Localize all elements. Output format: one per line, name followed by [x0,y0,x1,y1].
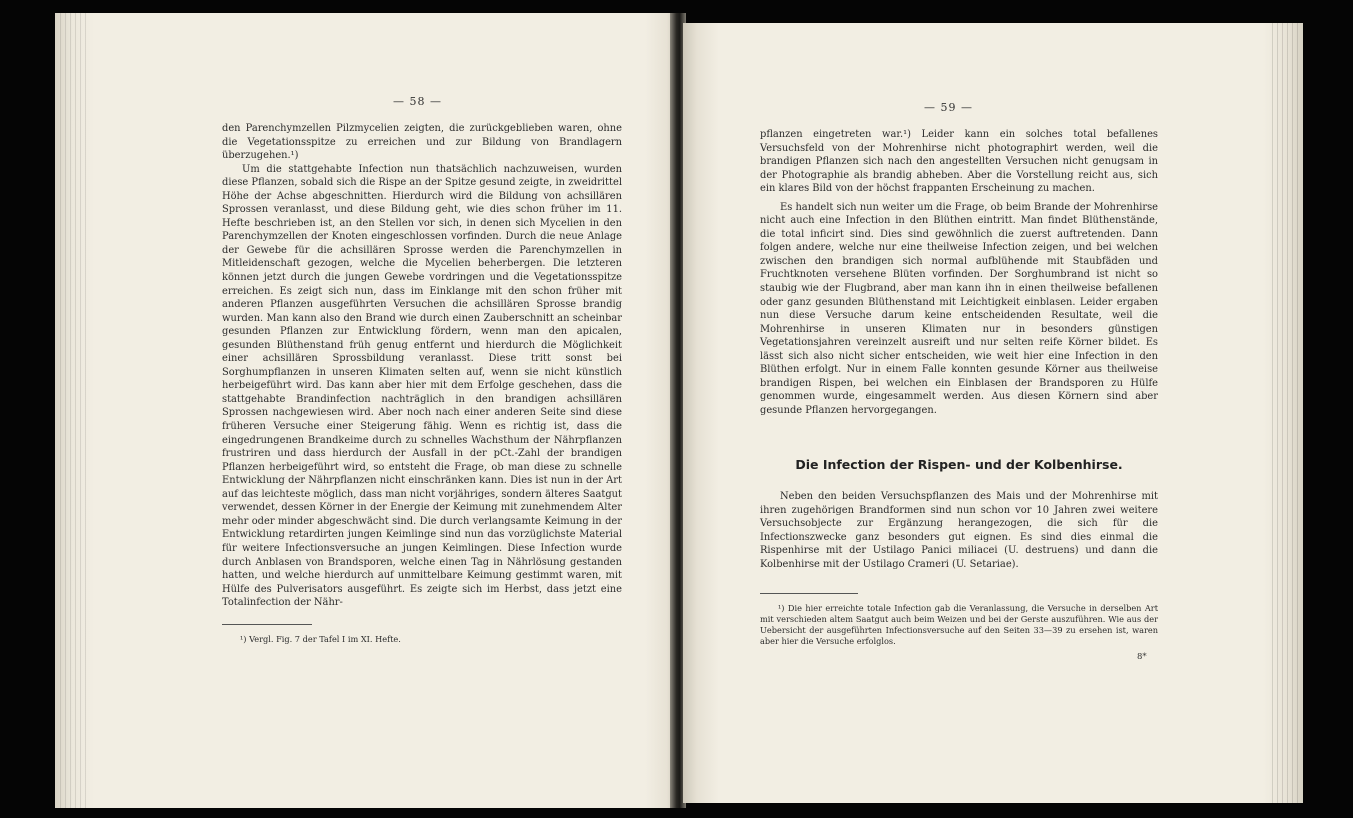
right-paragraph-3: Neben den beiden Versuchspflanzen des Mais und der Mohrenhirse mit ihren zugehörigen Brandformen sind nun schon vor 10 Jahren zwei weitere Versuchsobjecte zur Ergänzung herangezogen, die sich für die Infectionszwecke ganz besonders gut eignen. Es sind dies einmal die Rispenhirse mit der Ustilago Panici miliacei (U. destruens) und dann die Kolbenhirse mit der Ustilago Crameri (U. Setariae). [760,491,1158,570]
left-paragraph-1: den Parenchymzellen Pilzmycelien zeigten, die zurückgeblieben waren, ohne die Vegetationsspitze zu erreichen und zur Bildung von Brandlagern überzugehen.¹) [222,123,622,162]
section-heading: Die Infection der Rispen- und der Kolbenhirse. [795,457,1123,472]
right-footnote-rule [760,593,858,594]
left-paragraph-2: Um die stattgehabte Infection nun thatsächlich nachzuweisen, wurden diese Pflanzen, sobald sich die Rispe an der Spitze gesund zeigte, in zweidrittel Höhe der Achse abgeschnitten. Hierdurch wird die Bildung von achsillären Sprossen veranlasst, und diese Bildung geht, wie dies schon früher im 11. Hefte beschrieben ist, an den Stellen vor sich, in denen sich Mycelien in den Parenchymzellen der Knoten eingeschlossen vorfinden. Durch die neue Anlage der Gewebe für die achsillären Sprosse werden die Parenchymzellen in Mitleidenschaft gezogen, welche die Mycelien beherbergen. Die letzteren können jetzt durch die jungen Gewebe vordringen und die Vegetationsspitze erreichen. Es zeigt sich nun, dass im Einklange mit den schon früher mit anderen Pflanzen ausgeführten Versuchen die achsillären Sprosse brandig wurden. Man kann also den Brand wie durch einen Zauberschnitt an scheinbar gesunden Pflanzen zur Entwicklung fördern, wenn man den apicalen, gesunden Blüthenstand früh genug entfernt und hierdurch die Möglichkeit einer achsillären Sprossbildung veranlasst. Diese tritt sonst bei Sorghumpflanzen in unseren Klimaten selten auf, wenn sie nicht künstlich herbeigeführt wird. Das kann aber hier mit dem Erfolge geschehen, dass die stattgehabte Brandinfection nachträglich in den brandigen achsillären Sprossen nachgewiesen wird. Aber noch nach einer anderen Seite sind diese früheren Versuche einer Steigerung fähig. Wenn es richtig ist, dass die eingedrungenen Brandkeime durch zu schnelles Wachsthum der Nährpflanzen frustriren und dass hierdurch der Ausfall in der pCt.-Zahl der brandigen Pflanzen herbeigeführt wird, so entsteht die Frage, ob man diese zu schnelle Entwicklung der Nährpflanzen nicht einschränken kann. Dies ist nun in der Art auf das leichteste möglich, dass man nicht vorjähriges, sondern älteres Saatgut verwendet, dessen Körner in der Energie der Keimung mit zunehmendem Alter mehr oder minder abgeschwächt sind. Die durch verlangsamte Keimung in der Entwicklung retardirten jungen Keimlinge sind nun das vorzüglichste Material für weitere Infectionsversuche an jungen Keimlingen. Diese Infection wurde durch Anblasen von Brandsporen, welche einen Tag in Nährlösung gestanden hatten, und welche hierdurch auf unmittelbare Keimung gestimmt waren, mit Hülfe des Pulverisators ausgeführt. Es zeigte sich im Herbst, dass jetzt eine Totalinfection der Nähr- [222,163,622,609]
left-footnote: ¹) Vergl. Fig. 7 der Tafel I im XI. Hefte. [240,634,401,644]
right-paragraph-2: Es handelt sich nun weiter um die Frage, ob beim Brande der Mohrenhirse nicht auch eine Infection in den Blüthen eintritt. Man findet Blüthenstände, die total inficirt sind. Dies sind gewöhnlich die zuerst auftretenden. Dann folgen andere, welche nur eine theilweise Infection zeigen, und bei welchen zwischen den brandigen sich normal aufblühende mit Staubfäden und Fruchtknoten versehene Blüten vorfinden. Der Sorghumbrand ist nicht so staubig wie der Flugbrand, aber man kann ihn in einen theilweise befallenen oder ganz gesunden Blüthenstand mit Leichtigkeit einblasen. Leider ergaben nun diese Versuche darum keine entscheidenden Resultate, weil die Mohrenhirse in unseren Klimaten nur in besonders günstigen Vegetationsjahren vereinzelt ausreift und nur selten reife Körner bildet. Es lässt sich also nicht sicher entscheiden, wie weit hier eine Infection in den Blüthen erfolgt. Nur in einem Falle konnten gesunde Körner aus theilweise brandigen Rispen, bei welchen ein Einblasen der Brandsporen zu Hülfe genommen wurde, eingesammelt werden. Aus diesen Körnern sind aber gesunde Pflanzen hervorgegangen. [760,201,1158,416]
left-page-number: — 58 — [393,95,442,108]
left-body-text [222,122,622,610]
right-paragraph-1: pflanzen eingetreten war.¹) Leider kann ein solches total befallenes Versuchsfeld von der Mohrenhirse nicht photographirt werden, weil die brandigen Pflanzen sich nach den angestellten Versuchen nicht genugsam in der Photographie als brandig abheben. Aber die Vorstellung reicht aus, sich ein klares Bild von der höchst frappanten Erscheinung zu machen. [760,129,1158,195]
right-body-text-2 [760,490,1158,571]
right-body-text [760,128,1158,417]
left-page-edges [60,13,90,808]
printer-signature: 8* [1137,652,1147,662]
right-page-number: — 59 — [924,101,973,114]
left-footnote-rule [222,624,312,625]
right-footnote: ¹) Die hier erreichte totale Infection gab die Veranlassung, die Versuche in derselben Art mit verschieden altem Saatgut auch beim Weizen und bei der Gerste auszuführen. Wie aus der Uebersicht der ausgeführten Infectionsversuche auf den Seiten 33—39 zu ersehen ist, waren aber hier die Versuche erfolglos. [760,603,1158,646]
right-page-edges [1272,23,1300,803]
